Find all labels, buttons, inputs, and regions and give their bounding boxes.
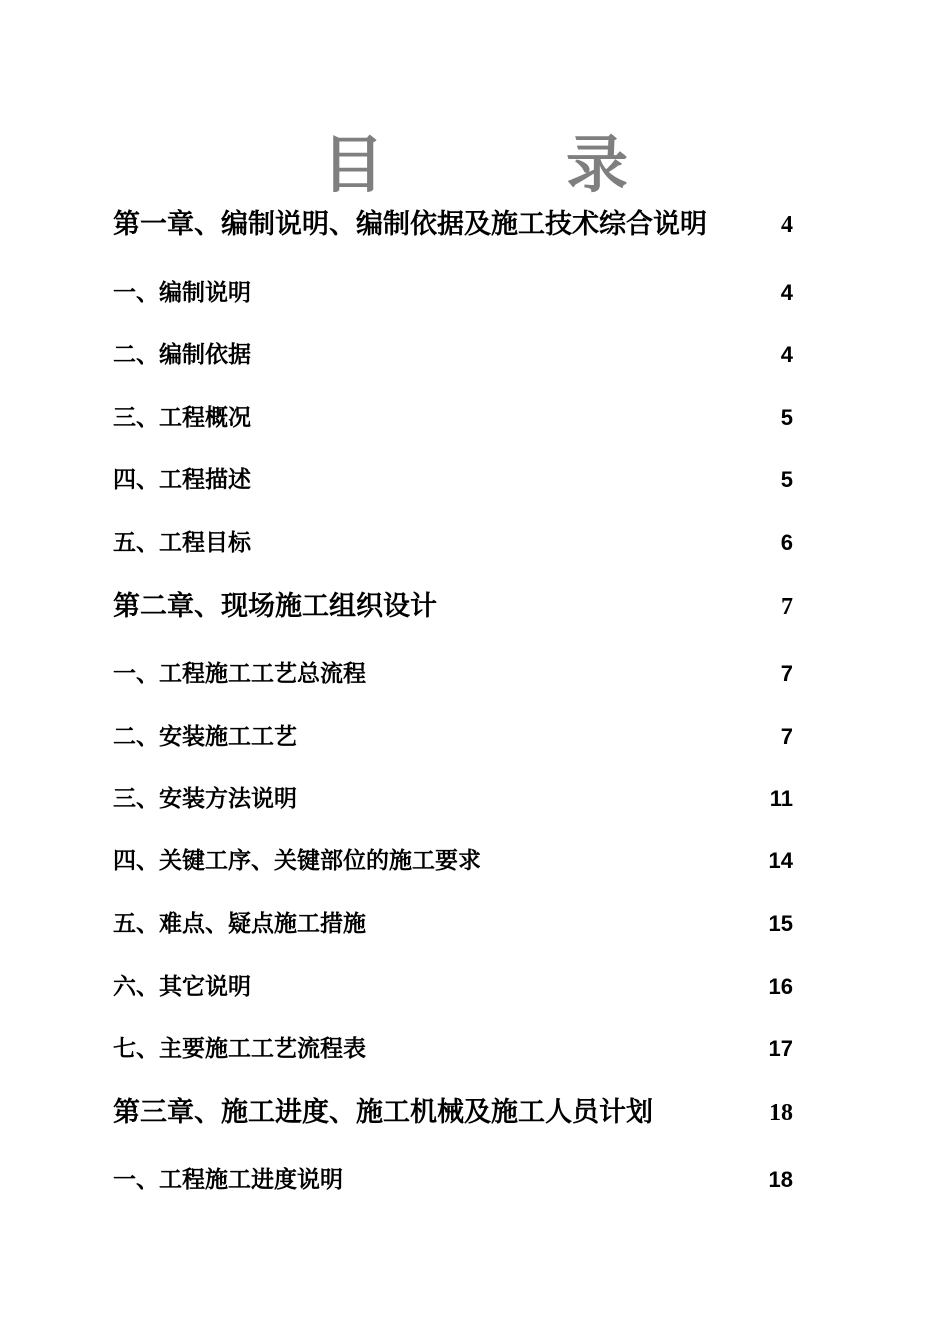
toc-entry-section[interactable]: [113, 721, 793, 753]
toc-entry-label: 四、关键工序、关键部位的施工要求: [113, 848, 481, 874]
toc-entry-label: 二、安装施工工艺: [113, 724, 297, 750]
toc-entry-page: 14: [768, 848, 793, 873]
toc-entry-chapter-2[interactable]: [113, 589, 793, 625]
toc-entry-section[interactable]: [113, 971, 793, 1003]
toc-entry-section[interactable]: [113, 464, 793, 496]
toc-entry-section[interactable]: [113, 402, 793, 434]
toc-entry-label: 三、安装方法说明: [113, 786, 297, 812]
toc-entry-chapter-3[interactable]: [113, 1095, 793, 1131]
toc-entry-page: 7: [780, 661, 793, 686]
toc-entry-page: 17: [768, 1036, 793, 1061]
toc-entry-label: 二、编制依据: [113, 342, 251, 368]
toc-entry-page: 7: [781, 594, 793, 620]
toc-entry-section[interactable]: [113, 1164, 793, 1196]
toc-entry-label: 四、工程描述: [113, 467, 251, 493]
toc-entry-label: 六、其它说明: [113, 974, 251, 1000]
toc-entry-page: 4: [781, 212, 793, 238]
toc-entry-section[interactable]: [113, 277, 793, 309]
toc-entry-label: 一、工程施工进度说明: [113, 1167, 343, 1193]
toc-entry-page: 4: [780, 280, 793, 305]
toc-entry-section[interactable]: [113, 783, 793, 815]
toc-entry-label: 七、主要施工工艺流程表: [113, 1036, 366, 1062]
toc-entry-page: 18: [769, 1100, 793, 1126]
toc-entry-section[interactable]: [113, 527, 793, 559]
toc-entry-page: 18: [768, 1167, 793, 1192]
toc-entry-page: 7: [780, 724, 793, 749]
toc-entry-label: 三、工程概况: [113, 405, 251, 431]
toc-title: 目 录: [321, 128, 688, 201]
toc-entry-label: 一、编制说明: [113, 280, 251, 306]
toc-entry-page: 5: [780, 467, 793, 492]
toc-entry-page: 11: [769, 786, 793, 811]
toc-entry-page: 5: [780, 405, 793, 430]
toc-entry-page: 15: [768, 911, 793, 936]
toc-entry-label: 一、工程施工工艺总流程: [113, 661, 366, 687]
toc-entry-page: 16: [768, 974, 793, 999]
toc-entry-label: 五、工程目标: [113, 530, 251, 556]
toc-entry-section[interactable]: [113, 658, 793, 690]
toc-entry-label: 第一章、编制说明、编制依据及施工技术综合说明: [113, 209, 707, 240]
toc-entry-chapter-1[interactable]: [113, 207, 793, 243]
toc-entry-label: 五、难点、疑点施工措施: [113, 911, 366, 937]
toc-entry-label: 第二章、现场施工组织设计: [113, 591, 437, 622]
toc-entry-section[interactable]: [113, 339, 793, 371]
toc-entry-section[interactable]: [113, 908, 793, 940]
toc-entry-section[interactable]: [113, 845, 793, 877]
toc-entry-label: 第三章、施工进度、施工机械及施工人员计划: [113, 1097, 653, 1128]
toc-entry-section[interactable]: [113, 1033, 793, 1065]
toc-entry-page: 6: [780, 530, 793, 555]
toc-entry-page: 4: [780, 342, 793, 367]
